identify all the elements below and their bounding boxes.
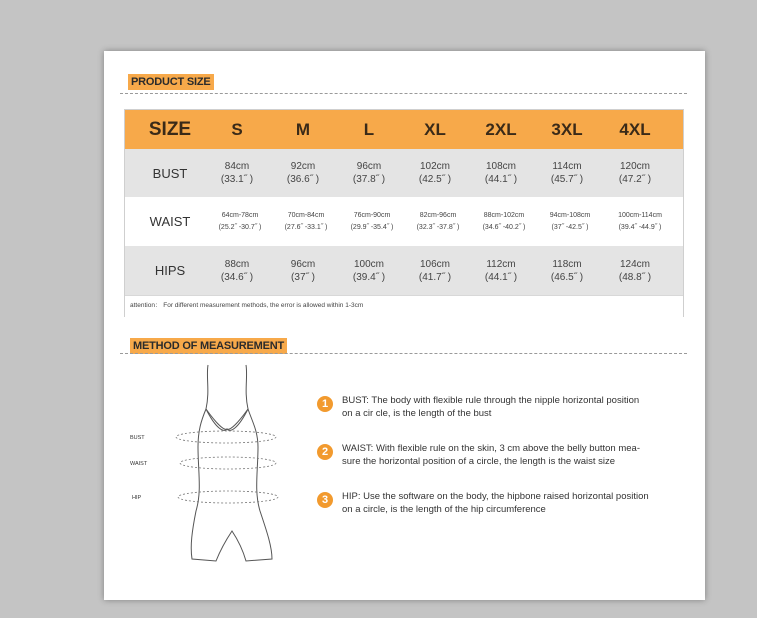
waist-s: 64cm-78cm (25.2˝ -30.7˝ ) — [218, 211, 262, 231]
figure-label-waist: WAIST — [130, 461, 148, 467]
bust-measure-line — [176, 431, 276, 443]
bust-3xl: 114cm (45.7˝ ) — [550, 161, 584, 185]
measurement-note: attention： For different measurement methods, the error is allowed within 1-3cm — [130, 302, 364, 309]
waist-2xl: 88cm-102cm (34.6˝ -40.2˝ ) — [482, 211, 526, 231]
hips-3xl: 118cm (46.5˝ ) — [550, 258, 584, 283]
body-measurement-figure — [126, 361, 306, 571]
header-size: SIZE — [148, 118, 192, 140]
bodysuit-outline — [191, 409, 272, 561]
header-s: S — [231, 119, 243, 139]
waist-4xl: 100cm-114cm (39.4˝ -44.9˝ ) — [618, 211, 662, 231]
product-size-title: PRODUCT SIZE — [128, 74, 214, 90]
hips-s: 88cm (34.6˝ ) — [220, 258, 254, 283]
hips-row — [125, 246, 683, 295]
right-strap — [246, 365, 248, 409]
hips-4xl: 124cm (48.8˝ ) — [618, 258, 652, 283]
step-badge-3: 3 — [317, 492, 333, 508]
waist-m: 70cm-84cm (27.6˝ -33.1˝ ) — [284, 211, 328, 231]
size-chart-card — [104, 51, 705, 600]
figure-label-hip: HIP — [132, 495, 142, 501]
bust-xl: 102cm (42.5˝ ) — [418, 161, 452, 185]
header-l: L — [363, 119, 375, 139]
waist-3xl: 94cm-108cm (37˝ -42.5˝ ) — [549, 211, 591, 231]
header-3xl: 3XL — [551, 119, 583, 139]
row-label-waist: WAIST — [149, 214, 191, 229]
hips-m: 96cm (37˝ ) — [290, 258, 316, 283]
hips-xl: 106cm (41.7˝ ) — [418, 258, 452, 283]
waist-row — [125, 197, 683, 246]
step-badge-1: 1 — [317, 396, 333, 412]
hips-l: 100cm (39.4˝ ) — [352, 258, 386, 283]
bust-s: 84cm (33.1˝ ) — [220, 161, 254, 185]
method-divider — [120, 353, 687, 354]
header-m: M — [295, 119, 311, 139]
hips-2xl: 112cm (44.1˝ ) — [484, 258, 518, 283]
row-label-bust: BUST — [152, 165, 188, 181]
measurement-note-row — [125, 295, 683, 318]
figure-label-bust: BUST — [130, 435, 145, 441]
header-xl: XL — [424, 119, 446, 139]
header-4xl: 4XL — [619, 119, 651, 139]
product-size-divider — [120, 93, 687, 94]
bust-l: 96cm (37.8˝ ) — [352, 161, 386, 185]
cup-seam — [206, 409, 248, 430]
header-2xl: 2XL — [485, 119, 517, 139]
hip-measure-line — [178, 491, 278, 503]
bust-4xl: 120cm (47.2˝ ) — [618, 161, 652, 185]
bust-row — [125, 149, 683, 197]
method-title: METHOD OF MEASUREMENT — [130, 338, 287, 354]
row-label-hips: HIPS — [154, 263, 186, 278]
bust-2xl: 108cm (44.1˝ ) — [484, 161, 518, 185]
size-header-row — [125, 110, 683, 149]
step-badge-2: 2 — [317, 444, 333, 460]
size-table — [124, 109, 684, 317]
step-text-2: WAIST: With flexible rule on the skin, 3 cm above the belly button mea- sure the horizontal position of a circle, the length is the waist size — [342, 443, 640, 467]
bust-m: 92cm (36.6˝ ) — [286, 161, 320, 185]
waist-l: 76cm-90cm (29.9˝ -35.4˝ ) — [350, 211, 394, 231]
step-text-1: BUST: The body with flexible rule through the nipple horizontal position on a cir cle, is the length of the bust — [342, 395, 640, 419]
left-strap — [206, 365, 208, 409]
bodysuit-illustration — [126, 361, 306, 571]
waist-measure-line — [180, 457, 276, 469]
waist-xl: 82cm-96cm (32.3˝ -37.8˝ ) — [416, 211, 460, 231]
step-text-3: HIP: Use the software on the body, the hipbone raised horizontal position on a circle, is the length of the hip circumference — [342, 491, 649, 515]
